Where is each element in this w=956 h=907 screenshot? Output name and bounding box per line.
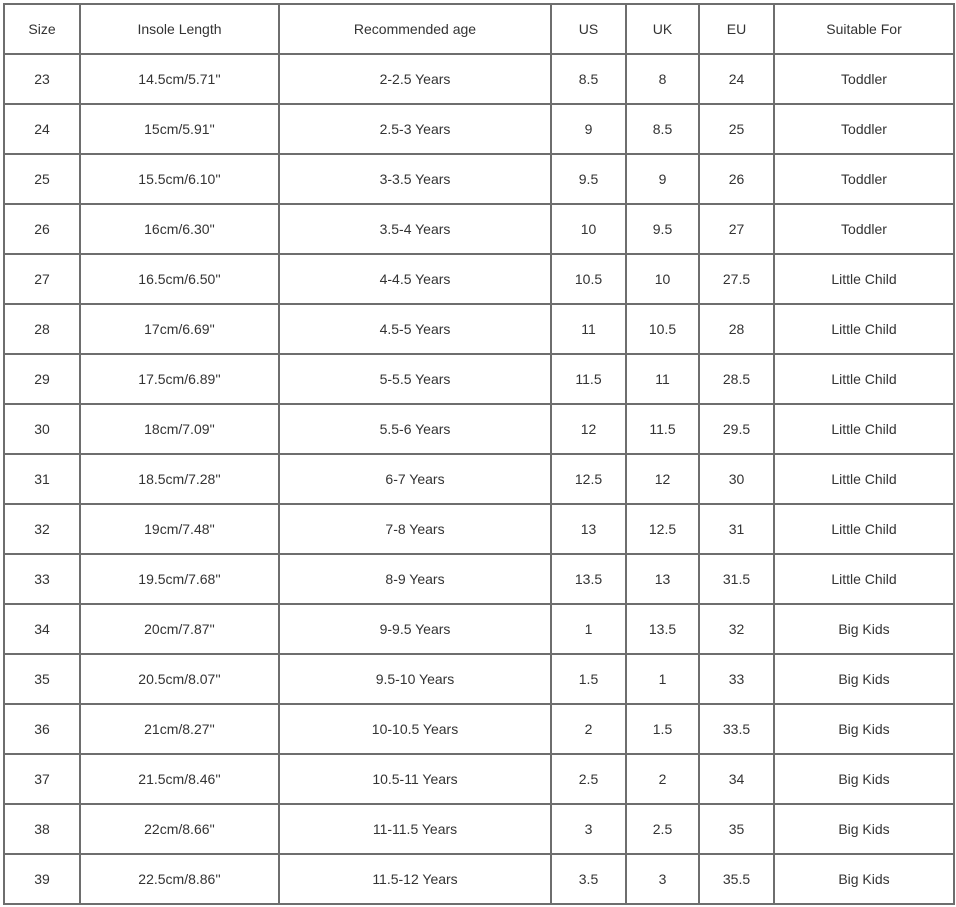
cell-us: 1 [551,604,626,654]
cell-suitable-for: Toddler [774,54,954,104]
cell-uk: 13 [626,554,699,604]
cell-insole-length: 21.5cm/8.46'' [80,754,279,804]
cell-size: 37 [4,754,80,804]
table-row [4,304,954,354]
cell-size: 35 [4,654,80,704]
cell-uk: 1 [626,654,699,704]
cell-uk: 9 [626,154,699,204]
cell-suitable-for: Big Kids [774,854,954,904]
table-row [4,704,954,754]
cell-size: 27 [4,254,80,304]
cell-recommended-age: 3-3.5 Years [279,154,551,204]
cell-insole-length: 18.5cm/7.28'' [80,454,279,504]
cell-size: 25 [4,154,80,204]
table-row [4,754,954,804]
cell-uk: 10.5 [626,304,699,354]
cell-recommended-age: 4-4.5 Years [279,254,551,304]
cell-us: 12 [551,404,626,454]
cell-suitable-for: Little Child [774,404,954,454]
cell-eu: 31.5 [699,554,774,604]
table-row [4,604,954,654]
cell-uk: 8.5 [626,104,699,154]
cell-uk: 2 [626,754,699,804]
cell-eu: 33.5 [699,704,774,754]
cell-suitable-for: Big Kids [774,654,954,704]
cell-uk: 12.5 [626,504,699,554]
cell-recommended-age: 2-2.5 Years [279,54,551,104]
cell-recommended-age: 2.5-3 Years [279,104,551,154]
table-header [4,4,954,54]
cell-size: 31 [4,454,80,504]
table-row [4,854,954,904]
cell-size: 29 [4,354,80,404]
cell-eu: 31 [699,504,774,554]
header-us: US [551,4,626,54]
cell-suitable-for: Little Child [774,354,954,404]
cell-size: 24 [4,104,80,154]
cell-eu: 35 [699,804,774,854]
cell-size: 36 [4,704,80,754]
header-suitable-for: Suitable For [774,4,954,54]
cell-eu: 26 [699,154,774,204]
cell-us: 9 [551,104,626,154]
cell-suitable-for: Toddler [774,204,954,254]
table-row [4,204,954,254]
cell-eu: 25 [699,104,774,154]
cell-us: 13 [551,504,626,554]
cell-insole-length: 17cm/6.69'' [80,304,279,354]
cell-recommended-age: 9-9.5 Years [279,604,551,654]
cell-us: 1.5 [551,654,626,704]
header-recommended-age: Recommended age [279,4,551,54]
header-uk: UK [626,4,699,54]
cell-insole-length: 19cm/7.48'' [80,504,279,554]
table-row [4,254,954,304]
cell-insole-length: 15cm/5.91'' [80,104,279,154]
cell-insole-length: 22cm/8.66'' [80,804,279,854]
cell-uk: 10 [626,254,699,304]
cell-recommended-age: 3.5-4 Years [279,204,551,254]
cell-suitable-for: Little Child [774,304,954,354]
size-chart-table [3,3,955,905]
cell-uk: 12 [626,454,699,504]
cell-recommended-age: 4.5-5 Years [279,304,551,354]
cell-insole-length: 14.5cm/5.71'' [80,54,279,104]
cell-recommended-age: 10.5-11 Years [279,754,551,804]
cell-size: 39 [4,854,80,904]
cell-eu: 27.5 [699,254,774,304]
cell-insole-length: 16.5cm/6.50'' [80,254,279,304]
cell-eu: 35.5 [699,854,774,904]
cell-eu: 28.5 [699,354,774,404]
cell-eu: 28 [699,304,774,354]
cell-suitable-for: Little Child [774,554,954,604]
table-body [4,54,954,904]
cell-suitable-for: Big Kids [774,604,954,654]
cell-recommended-age: 5-5.5 Years [279,354,551,404]
cell-eu: 33 [699,654,774,704]
cell-suitable-for: Big Kids [774,804,954,854]
header-row [4,4,954,54]
cell-eu: 30 [699,454,774,504]
cell-recommended-age: 5.5-6 Years [279,404,551,454]
table-row [4,654,954,704]
cell-eu: 27 [699,204,774,254]
cell-us: 2.5 [551,754,626,804]
cell-suitable-for: Little Child [774,254,954,304]
cell-uk: 9.5 [626,204,699,254]
cell-eu: 24 [699,54,774,104]
cell-us: 13.5 [551,554,626,604]
table-row [4,354,954,404]
table-row [4,454,954,504]
cell-size: 30 [4,404,80,454]
cell-us: 10 [551,204,626,254]
header-insole-length: Insole Length [80,4,279,54]
cell-size: 38 [4,804,80,854]
cell-recommended-age: 11.5-12 Years [279,854,551,904]
table-row [4,804,954,854]
cell-insole-length: 20.5cm/8.07'' [80,654,279,704]
cell-suitable-for: Toddler [774,154,954,204]
cell-uk: 11 [626,354,699,404]
cell-suitable-for: Big Kids [774,754,954,804]
header-size: Size [4,4,80,54]
cell-size: 34 [4,604,80,654]
table-row [4,504,954,554]
cell-recommended-age: 10-10.5 Years [279,704,551,754]
cell-uk: 8 [626,54,699,104]
cell-us: 2 [551,704,626,754]
cell-eu: 32 [699,604,774,654]
cell-size: 23 [4,54,80,104]
table-row [4,54,954,104]
cell-recommended-age: 8-9 Years [279,554,551,604]
cell-recommended-age: 6-7 Years [279,454,551,504]
cell-recommended-age: 9.5-10 Years [279,654,551,704]
cell-insole-length: 16cm/6.30'' [80,204,279,254]
table-row [4,154,954,204]
table-row [4,104,954,154]
cell-insole-length: 21cm/8.27'' [80,704,279,754]
cell-uk: 1.5 [626,704,699,754]
cell-us: 11.5 [551,354,626,404]
table-row [4,554,954,604]
cell-uk: 3 [626,854,699,904]
cell-suitable-for: Big Kids [774,704,954,754]
cell-us: 11 [551,304,626,354]
header-eu: EU [699,4,774,54]
cell-us: 8.5 [551,54,626,104]
table-row [4,404,954,454]
cell-insole-length: 18cm/7.09'' [80,404,279,454]
cell-eu: 29.5 [699,404,774,454]
cell-eu: 34 [699,754,774,804]
cell-insole-length: 20cm/7.87'' [80,604,279,654]
cell-insole-length: 17.5cm/6.89'' [80,354,279,404]
cell-recommended-age: 7-8 Years [279,504,551,554]
cell-insole-length: 22.5cm/8.86'' [80,854,279,904]
cell-size: 33 [4,554,80,604]
cell-us: 3 [551,804,626,854]
cell-insole-length: 15.5cm/6.10'' [80,154,279,204]
cell-size: 26 [4,204,80,254]
cell-recommended-age: 11-11.5 Years [279,804,551,854]
cell-uk: 2.5 [626,804,699,854]
cell-suitable-for: Little Child [774,504,954,554]
cell-size: 28 [4,304,80,354]
cell-suitable-for: Toddler [774,104,954,154]
cell-us: 12.5 [551,454,626,504]
cell-uk: 13.5 [626,604,699,654]
cell-us: 3.5 [551,854,626,904]
cell-us: 9.5 [551,154,626,204]
cell-us: 10.5 [551,254,626,304]
cell-suitable-for: Little Child [774,454,954,504]
cell-uk: 11.5 [626,404,699,454]
cell-insole-length: 19.5cm/7.68'' [80,554,279,604]
cell-size: 32 [4,504,80,554]
